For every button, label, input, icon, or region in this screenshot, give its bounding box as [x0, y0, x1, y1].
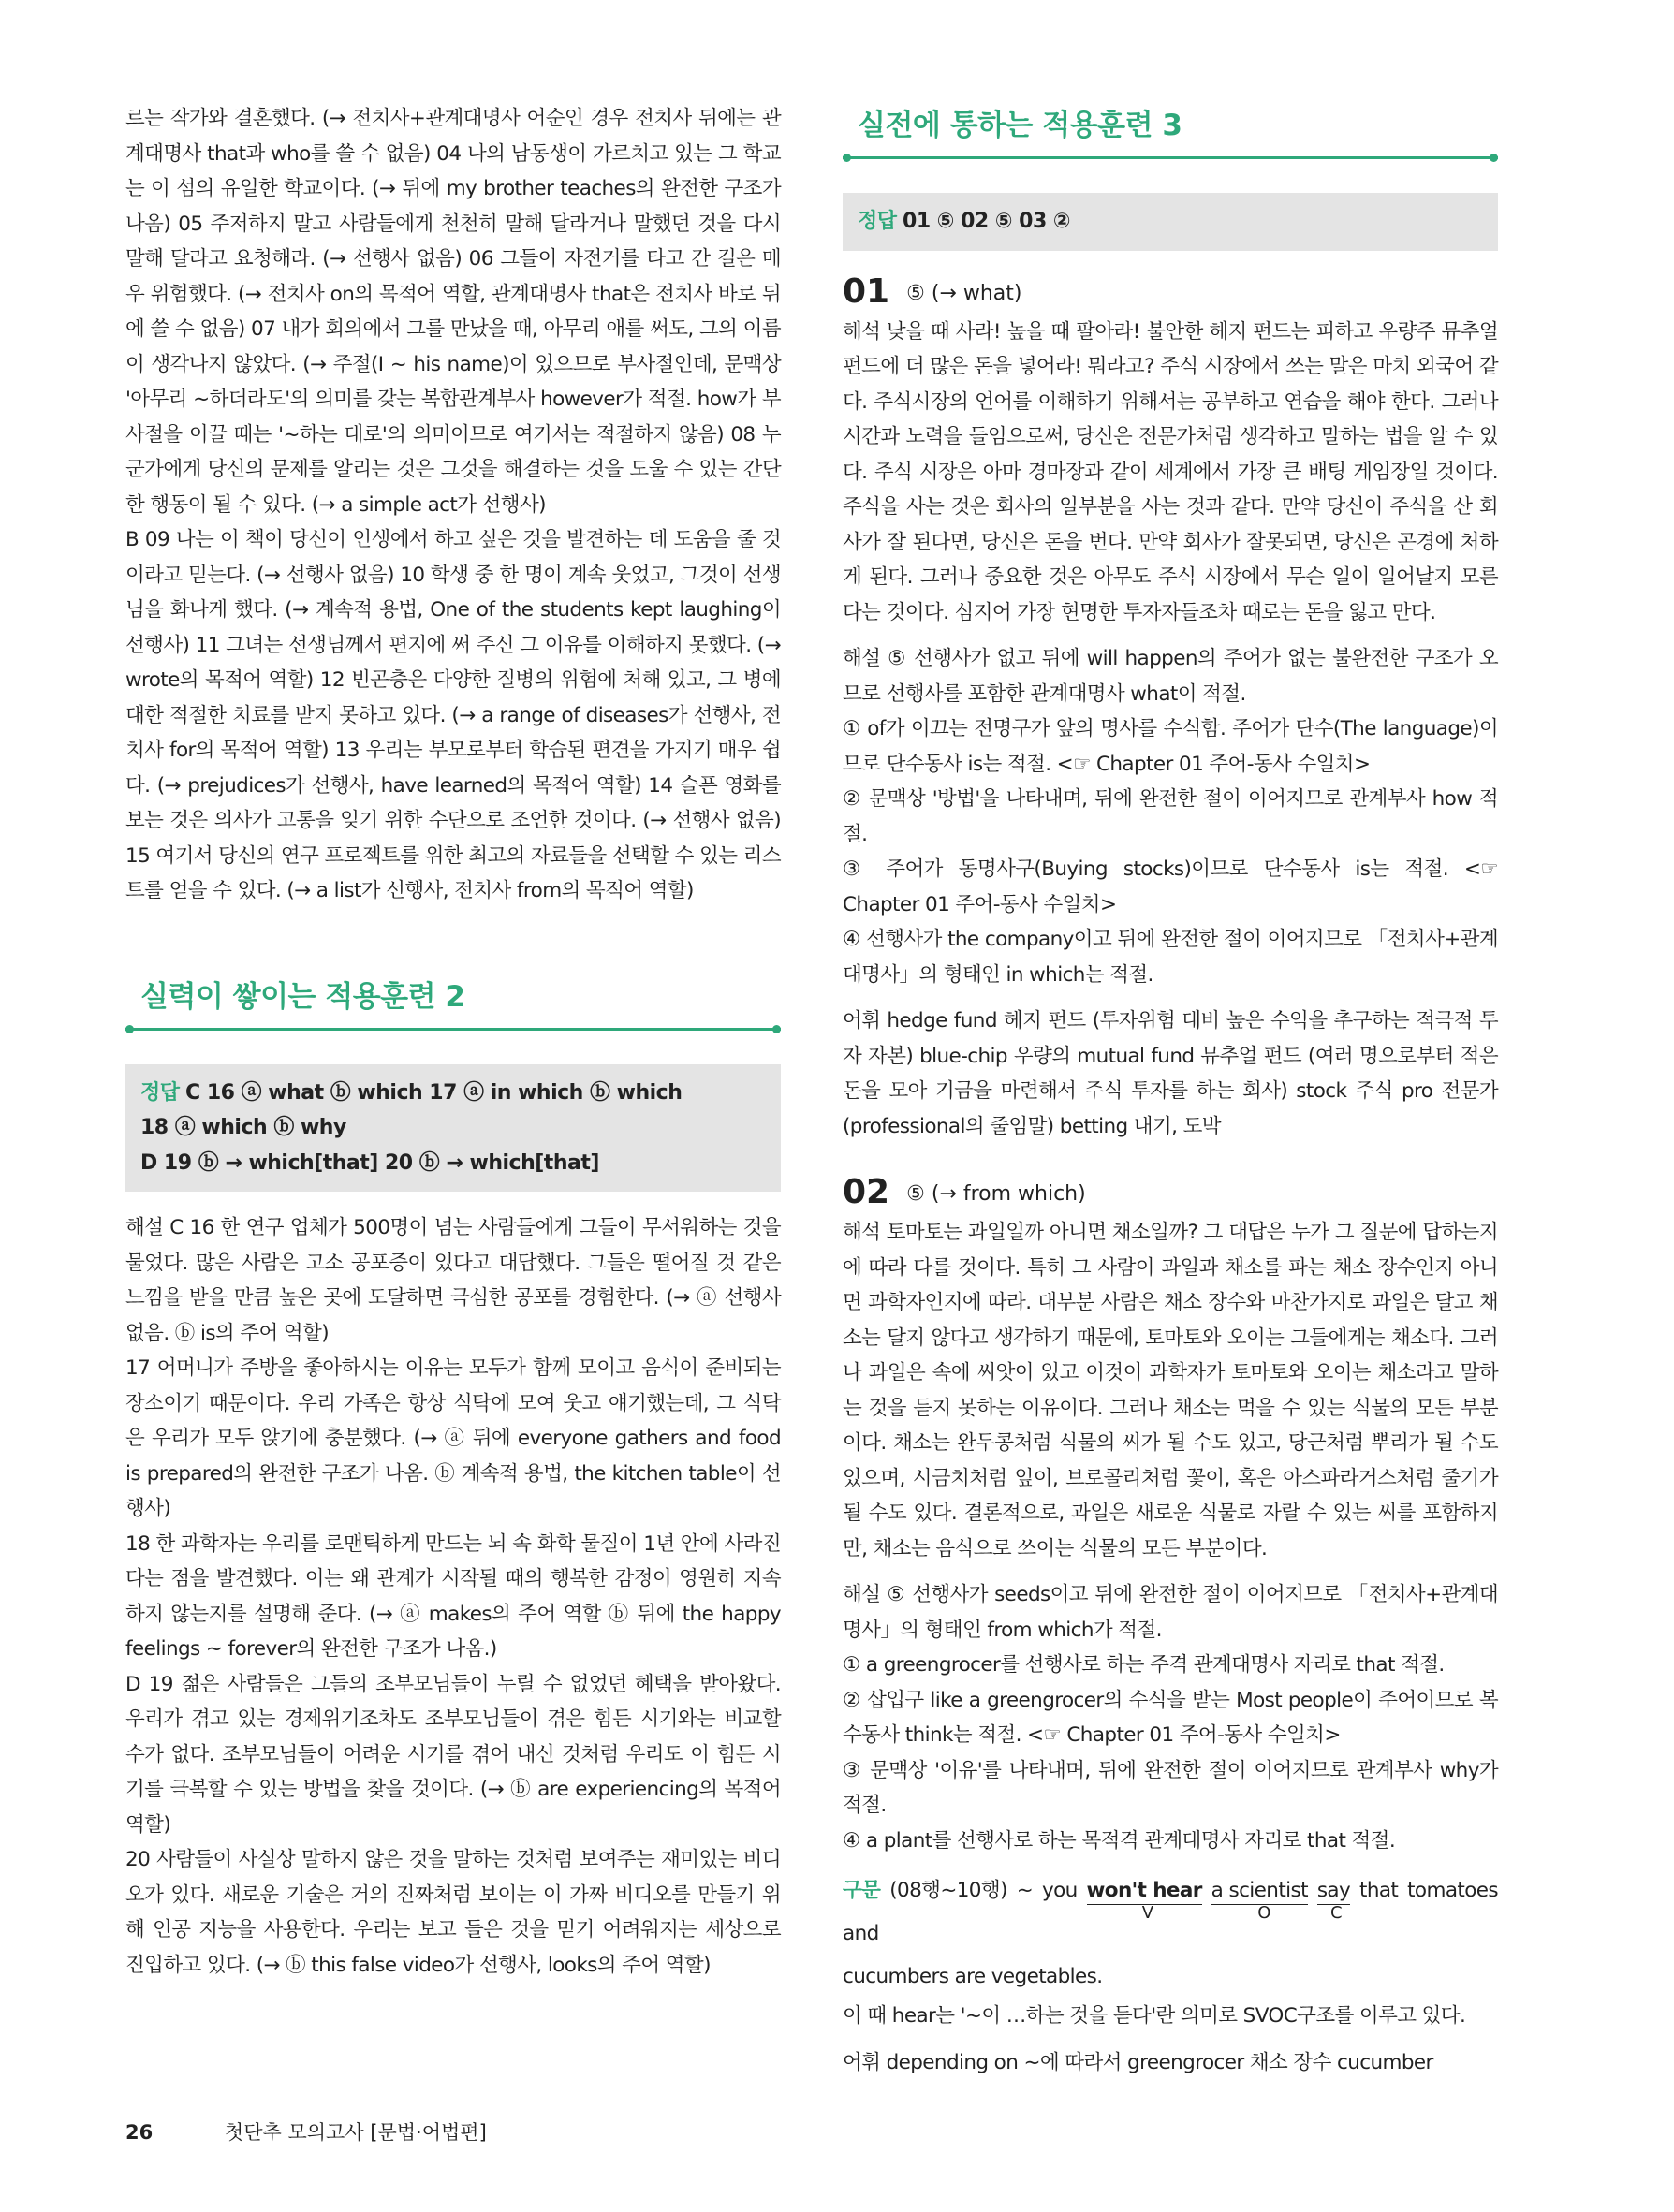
syntax-object: a scientist O: [1211, 1879, 1308, 1923]
question-01-header: 01 ⑤ (→ what): [843, 271, 1022, 311]
text-block-part-a: 르는 작가와 결혼했다. (→ 전치사+관계대명사 어순인 경우 전치사 뒤에는 관계대명사 that과 who를 쓸 수 없음) 04 나의 남동생이 가르치고 있는 그 학교는 이 섬의 유일한 학교이다. (→ 뒤에 my brother teaches의 완전한 구조가 나옴) 05 주저하지 말고 사람들에게 천천히 말해 달라거나 말했던 것을 다시 말해 달라고 요청해라. (→ 선행사 없음) 06 그들이 자전거를 타고 간 길은 매우 위험했다. (→ 전치사 on의 목적어 역할, 관계대명사 that은 전치사 바로 뒤에 쓸 수 없음) 07 내가 회의에서 그를 만났을 때, 아무리 애를 써도, 그의 이름이 생각나지 않았다. (→ 주절(I ~ his name)이 있으므로 부사절인데, 문맥상 '아무리 ~하더라도'의 의미를 갖는 복합관계부사 however가 적절. how가 부사절을 이끌 때는 '~하는 대로'의 의미이므로 여기서는 적절하지 않음) 08 누군가에게 당신의 문제를 알리는 것은 그것을 해결하는 것을 도울 수 있는 간단한 행동이 될 수 있다. (→ a simple act가 선행사): [125, 107, 781, 517]
syntax-complement: say C: [1316, 1879, 1351, 1923]
question-02-header: 02 ⑤ (→ from which): [843, 1173, 1086, 1211]
section-title-3: 실전에 통하는 적용훈련 3: [843, 101, 1498, 159]
book-title: 첫단추 모의고사 [문법·어법편]: [224, 2121, 487, 2144]
q02-syntax: 구문 (08행~10행) ~ you won't hear V a scientist O say C that tomatoes and cucumbers are vegetables.: [843, 1879, 1499, 1988]
q01-point-4: ④ 선행사가 the company이고 뒤에 완전한 절이 이어지므로 「전치사+관계대명사」의 형태인 in which는 적절.: [843, 928, 1498, 987]
explanation-17: 17 어머니가 주방을 좋아하시는 이유는 모두가 함께 모이고 음식이 준비되는 장소이기 때문이다. 우리 가족은 항상 식탁에 모여 웃고 얘기했는데, 그 식탁은 우리가 모두 앉기에 충분했다. (→ ⓐ 뒤에 everyone gathers and food is prepared의 완전한 구조가 나옴. ⓑ 계속적 용법, the kitchen table이 선행사): [125, 1356, 781, 1520]
right-column: [843, 101, 1498, 2080]
left-column: [125, 101, 781, 1983]
q02-point-2: ② 삽입구 like a greengrocer의 수식을 받는 Most people이 주어이므로 복수동사 think는 적절. <☞ Chapter 01 주어-동사 수일치>: [843, 1688, 1498, 1747]
explanation-19: D 19 젊은 사람들은 그들의 조부모님들이 누릴 수 없었던 혜택을 받아왔다. 우리가 겪고 있는 경제위기조차도 조부모님들이 겪은 힘든 시기와는 비교할 수가 없다. 조부모님들이 어려운 시기를 겪어 내신 것처럼 우리도 이 힘든 시기를 극복할 수 있는 방법을 찾을 것이다. (→ ⓑ are experiencing의 목적어 역할): [125, 1672, 781, 1837]
explanation-18: 18 한 과학자는 우리를 로맨틱하게 만드는 뇌 속 화학 물질이 1년 안에 사라진다는 점을 발견했다. 이는 왜 관계가 시작될 때의 행복한 감정이 영원히 지속하지 않는지를 설명해 준다. (→ ⓐ makes의 주어 역할 ⓑ 뒤에 the happy feelings ~ forever의 완전한 구조가 나옴.): [125, 1531, 781, 1661]
q02-point-1: ① a greengrocer를 선행사로 하는 주격 관계대명사 자리로 that 적절.: [843, 1653, 1445, 1677]
page-footer: [125, 2117, 487, 2146]
q02-point-3: ③ 문맥상 '이유'를 나타내며, 뒤에 완전한 절이 이어지므로 관계부사 why가 적절.: [843, 1758, 1498, 1817]
q02-syntax-note: 이 때 hear는 '~이 …하는 것을 듣다'란 의미로 SVOC구조를 이루고 있다.: [843, 2004, 1466, 2028]
q01-point-2: ② 문맥상 '방법'을 나타내며, 뒤에 완전한 절이 이어지므로 관계부사 how 적절.: [843, 787, 1498, 846]
answer-box-3: 정답 01 ⑤ 02 ⑤ 03 ②: [843, 193, 1498, 251]
q01-explanation: 해설 ⑤ 선행사가 없고 뒤에 will happen의 주어가 없는 불완전한 구조가 오므로 선행사를 포함한 관계대명사 what이 적절.: [843, 647, 1498, 706]
text-block-part-b: B 09 나는 이 책이 당신이 인생에서 하고 싶은 것을 발견하는 데 도움을 줄 것이라고 믿는다. (→ 선행사 없음) 10 학생 중 한 명이 계속 웃었고, 그것이 선생님을 화나게 했다. (→ 계속적 용법, One of the students kept laughing이 선행사) 11 그녀는 선생님께서 편지에 써 주신 그 이유를 이해하지 못했다. (→ wrote의 목적어 역할) 12 빈곤층은 다양한 질병의 위험에 처해 있고, 그 병에 대한 적절한 치료를 받지 못하고 있다. (→ a range of diseases가 선행사, 전치사 for의 목적어 역할) 13 우리는 부모로부터 학습된 편견을 가지기 매우 쉽다. (→ prejudices가 선행사, have learned의 목적어 역할) 14 슬픈 영화를 보는 것은 의사가 고통을 잊기 위한 수단으로 조언한 것이다. (→ 선행사 없음) 15 여기서 당신의 연구 프로젝트를 위한 최고의 자료들을 선택할 수 있는 리스트를 얻을 수 있다. (→ a list가 선행사, 전치사 from의 목적어 역할): [125, 528, 781, 902]
q01-point-3: ③ 주어가 동명사구(Buying stocks)이므로 단수동사 is는 적절. <☞ Chapter 01 주어-동사 수일치>: [843, 857, 1498, 916]
q02-point-4: ④ a plant를 선행사로 하는 목적격 관계대명사 자리로 that 적절.: [843, 1828, 1396, 1853]
answer-box-2: 정답 C 16 ⓐ what ⓑ which 17 ⓐ in which ⓑ which 18 ⓐ which ⓑ why D 19 ⓑ → which[that] 20 ⓑ → which[that]: [125, 1064, 781, 1193]
q01-vocabulary: 어휘 hedge fund 헤지 펀드 (투자위험 대비 높은 수익을 추구하는 적극적 투자 자본) blue-chip 우량의 mutual fund 뮤추얼 펀드 (여러 명으로부터 적은 돈을 모아 기금을 마련해서 주식 투자를 하는 회사) stock 주식 pro 전문가 (professional의 줄임말) betting 내기, 도박: [843, 1009, 1498, 1138]
page-number: 26: [125, 2121, 154, 2144]
q02-vocabulary: 어휘 depending on ~에 따라서 greengrocer 채소 장수 cucumber: [843, 2050, 1433, 2074]
section-title-2: 실력이 쌓이는 적용훈련 2: [125, 973, 781, 1031]
q01-point-1: ① of가 이끄는 전명구가 앞의 명사를 수식함. 주어가 단수(The language)이므로 단수동사 is는 적절. <☞ Chapter 01 주어-동사 수일치>: [843, 717, 1498, 776]
q02-explanation: 해설 ⑤ 선행사가 seeds이고 뒤에 완전한 절이 이어지므로 「전치사+관계대명사」의 형태인 from which가 적절.: [843, 1583, 1498, 1642]
q02-translation: 해석 토마토는 과일일까 아니면 채소일까? 그 대답은 누가 그 질문에 답하는지에 따라 다를 것이다. 특히 그 사람이 과일과 채소를 파는 채소 장수인지 아니면 과학자인지에 따라. 대부분 사람은 채소 장수와 마찬가지로 과일은 달고 채소는 달지 않다고 생각하기 때문에, 토마토와 오이는 그들에게는 채소다. 그러나 과일은 속에 씨앗이 있고 이것이 과학자가 토마토와 오이는 채소라고 말하는 것을 듣지 못하는 이유이다. 그러나 채소는 먹을 수 있는 식물의 모든 부분이다. 채소는 완두콩처럼 식물의 씨가 될 수도 있고, 당근처럼 뿌리가 될 수도 있으며, 시금치처럼 잎이, 브로콜리처럼 꽃이, 혹은 아스파라거스처럼 줄기가 될 수도 있다. 결론적으로, 과일은 새로운 식물로 자랄 수 있는 씨를 포함하지만, 채소는 음식으로 쓰이는 식물의 모든 부분이다.: [843, 1221, 1498, 1560]
q01-translation: 해석 낮을 때 사라! 높을 때 팔아라! 불안한 헤지 펀드는 피하고 우량주 뮤추얼 펀드에 더 많은 돈을 넣어라! 뭐라고? 주식 시장에서 쓰는 말은 마치 외국어 같다. 주식시장의 언어를 이해하기 위해서는 공부하고 연습을 해야 한다. 그러나 시간과 노력을 들임으로써, 당신은 전문가처럼 생각하고 말하는 법을 알 수 있다. 주식 시장은 아마 경마장과 같이 세계에서 가장 큰 배팅 게임장일 것이다. 주식을 사는 것은 회사의 일부분을 사는 것과 같다. 만약 당신이 주식을 산 회사가 잘 된다면, 당신은 돈을 번다. 만약 회사가 잘못되면, 당신은 곤경에 처하게 된다. 그러나 중요한 것은 아무도 주식 시장에서 무슨 일이 일어날지 모른다는 것이다. 심지어 가장 현명한 투자자들조차 때로는 돈을 잃고 만다.: [843, 319, 1498, 624]
explanation-20: 20 사람들이 사실상 말하지 않은 것을 말하는 것처럼 보여주는 재미있는 비디오가 있다. 새로운 기술은 거의 진짜처럼 보이는 이 가짜 비디오를 만들기 위해 인공 지능을 사용한다. 우리는 보고 들은 것을 믿기 어려워지는 세상으로 진입하고 있다. (→ ⓑ this false video가 선행사, looks의 주어 역할): [125, 1848, 781, 1977]
explanation-16: 해설 C 16 한 연구 업체가 500명이 넘는 사람들에게 그들이 무서워하는 것을 물었다. 많은 사람은 고소 공포증이 있다고 대답했다. 그들은 떨어질 것 같은 느낌을 받을 만큼 높은 곳에 도달하면 극심한 공포를 경험한다. (→ ⓐ 선행사 없음. ⓑ is의 주어 역할): [125, 1216, 781, 1345]
syntax-verb: won't hear V: [1086, 1879, 1202, 1923]
